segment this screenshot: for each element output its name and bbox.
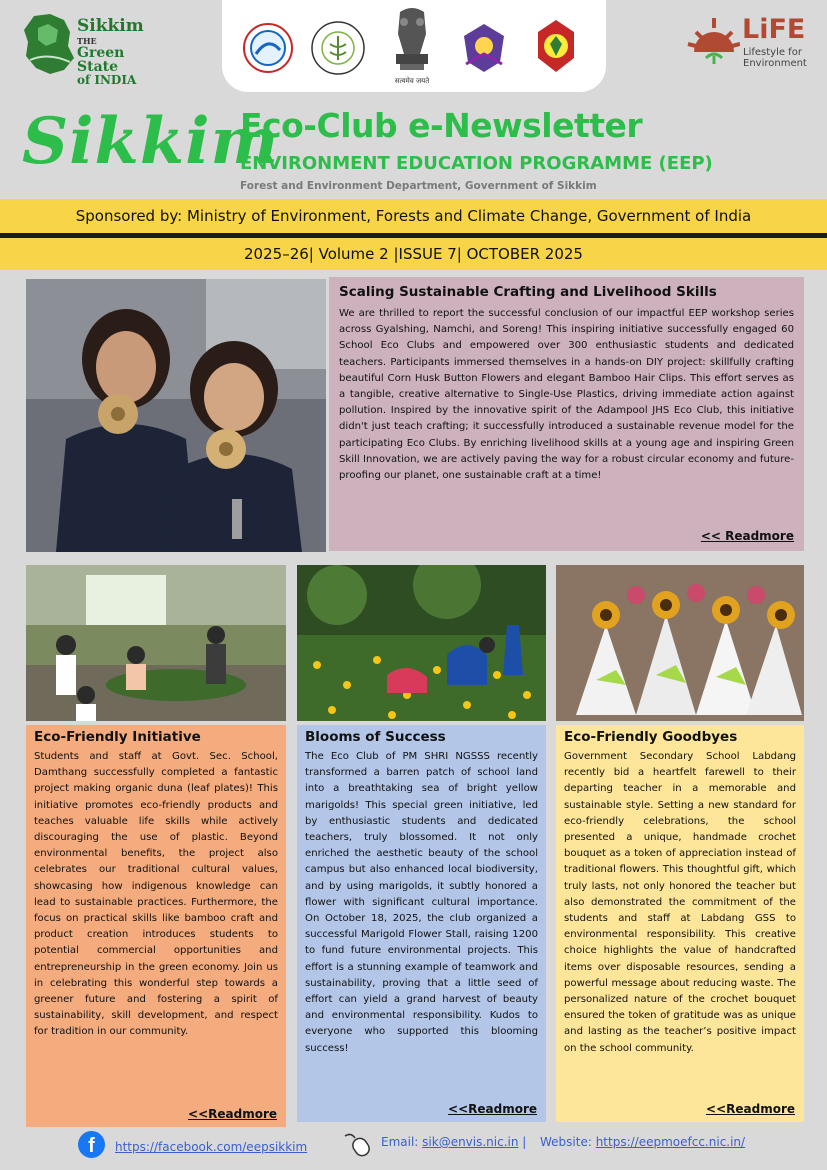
sikkim-map-icon [20,12,76,76]
email-label: Email: [381,1135,423,1149]
students-making-leaf-plates-image [26,565,286,721]
footer-separator: | [518,1135,527,1149]
eco-friendly-initiative-article [26,725,286,1127]
life-logo [686,12,811,72]
students-with-flowers-image [26,279,326,552]
footer [0,1128,827,1164]
department-line: Forest and Environment Department, Government of Sikkim [240,180,597,192]
website-label: Website: [540,1135,596,1149]
column-2-body: The Eco Club of PM SHRI NGSSS recently transformed a barren patch of school land into a breathtaking sea of bright yellow marigolds! This special green initiative, led by enthusiastic students and dedicated teachers, truly blossomed. It not only enriched the aesthetic beauty of the school campus but also enhanced local biodiversity, and by using marigolds, it subtly honored a flower with significant cultural importance. On October 18, 2025, the club organized a successful Marigold Flower Stall, raising 1200 to fund future environmental projects. This effort is a stunning example of teamwork and sustainability, proving that a little seed of effort can yield a grand harvest of beauty and environmental responsibility. Kudos to everyone who supported this blooming success! [305,751,538,1054]
brand-line-4: of INDIA [77,73,137,87]
feature-photo [26,279,326,552]
facebook-link[interactable]: https://facebook.com/eepsikkim [115,1140,308,1154]
sikkim-script-title: Sikkim [22,104,280,179]
newsletter-title: Eco-Club e-Newsletter [240,106,643,145]
marigold-garden-photo [297,565,546,721]
crochet-bouquets-image [556,565,804,721]
issue-band [0,238,827,270]
sikkim-green-state-logo [20,12,160,87]
column-3-body: Government Secondary School Labdang recently bid a heartfelt farewell to their departing teacher in a memorable and sustainable style. Setting a new standard for eco-friendly celebrations, the school presented a unique, handmade crochet bouquet as a token of appreciation instead of traditional flowers. This thoughtful gift, which truly lasts, not only honored the teacher but also demonstrated the commitment of the students and staff at Labdang GSS to environmental responsibility. This creative choice highlights the value of handcrafted items over disposable resources, sending a powerful message about reducing waste. The personalized nature of the crochet bouquet ensured the token of gratitude was as unique and lasting as the teacher’s positive impact on the school community. [564,751,796,1054]
blooms-of-success-article [297,725,546,1122]
life-sun-icon [686,12,740,68]
mouse-icon [343,1130,373,1158]
sponsor-text: Sponsored by: Ministry of Environment, Forests and Climate Change, Government of India [75,207,752,225]
environment-education-programme-logo-icon [308,14,368,80]
emblem-motto: सत्यमेव जयते [394,77,430,85]
national-emblem-icon [384,4,440,88]
newsletter-subtitle: ENVIRONMENT EDUCATION PROGRAMME (EEP) [240,153,713,174]
wildlife-institute-logo-icon [238,14,298,80]
brand-line-1: Sikkim [77,16,144,36]
life-subtitle: Lifestyle for Environment [743,47,807,69]
duna-making-photo [26,565,286,721]
life-title: LiFE [742,14,806,45]
eco-friendly-goodbyes-article [556,725,804,1122]
students-in-marigold-field-image [297,565,546,721]
email-link[interactable]: sik@envis.nic.in [422,1135,519,1149]
brand-line-3: Green State [77,45,125,75]
partner-logo-strip [222,0,606,92]
column-2-readmore-link[interactable]: <<Readmore [448,1102,537,1116]
column-3-title: Eco-Friendly Goodbyes [564,729,738,745]
brand-line-2: THE [77,36,97,46]
sikkim-state-emblem-icon [454,14,514,80]
email-contact [381,1135,526,1149]
column-2-title: Blooms of Success [305,729,446,745]
column-1-body: Students and staff at Govt. Sec. School, Damthang successfully completed a fantastic project making organic duna (leaf plates)! This initiative promotes eco-friendly products and teaches valuable life skills while actively discouraging the use of plastic. Beyond environmental benefits, the project also celebrates our traditional cultural values, showcasing how indigenous knowledge can lead to sustainable practices. Furthermore, the focus on practical skills like bamboo craft and product creation introduces students to potential commercial opportunities and entrepreneurship in the green economy. Join us in celebrating this wonderful step towards a greener future and fostering a spirit of sustainability, skill development, and respect for tradition in our community. [34,751,278,1038]
feature-article [329,277,804,551]
forest-department-logo-icon [526,14,586,80]
website-link[interactable]: https://eepmoefcc.nic.in/ [595,1135,746,1149]
column-3-readmore-link[interactable]: <<Readmore [706,1102,795,1116]
issue-text: 2025–26| Volume 2 |ISSUE 7| OCTOBER 2025 [244,245,583,263]
feature-title: Scaling Sustainable Crafting and Livelihood Skills [339,284,717,300]
crochet-bouquet-photo [556,565,804,721]
facebook-icon[interactable]: f [78,1131,105,1158]
website-contact [540,1135,745,1149]
sponsor-band [0,199,827,233]
column-1-title: Eco-Friendly Initiative [34,729,201,745]
feature-readmore-link[interactable]: << Readmore [700,529,794,543]
column-1-readmore-link[interactable]: <<Readmore [188,1107,277,1121]
feature-body: We are thrilled to report the successful conclusion of our impactful EEP workshop series across Gyalshing, Namchi, and Soreng! This inspiring initiative successfully engaged 60 School Eco Clubs and empowered over 300 enthusiastic students and dedicated teachers. Participants immersed themselves in a hands-on DIY project: skillfully crafting beautiful Corn Husk Button Flowers and elegant Bamboo Hair Clips. This effort serves as a tangible, creative alternative to Single-Use Plastics, driving immediate action against pollution. Inspired by the innovative spirit of the Adampool JHS Eco Club, this initiative didn't just teach crafting; it successfully introduced a sustainable revenue model for the participating Eco Clubs. By enriching livelihood skills at a young age and inspiring Green Skill Innovation, we are actively paving the way for a robust circular economy and future-proofing our planet, one sustainable craft at a time! [339,308,794,482]
